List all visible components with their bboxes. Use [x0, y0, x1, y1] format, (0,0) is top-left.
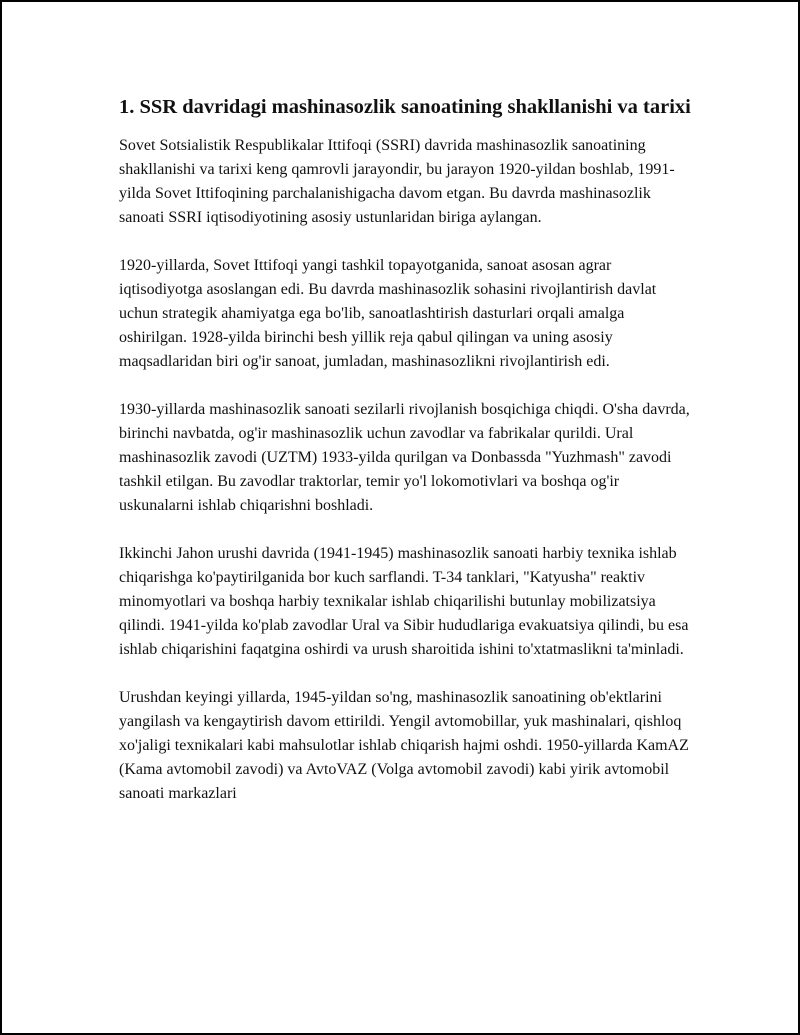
paragraph-3: 1930-yillarda mashinasozlik sanoati sezilarli rivojlanish bosqichiga chiqdi. O'sha davrda, birinchi navbatda, og'ir mashinasozlik uchun zavodlar va fabrikalar qurildi. Ural mashinasozlik zavodi (UZTM) 1933-yilda qurilgan va Donbassda "Yuzhmash" zavodi tashkil etilgan. Bu zavodlar traktorlar, temir yo'l lokomotivlari va boshqa og'ir uskunalarni ishlab chiqarishni boshladi.: [119, 401, 690, 514]
paragraph-2: 1920-yillarda, Sovet Ittifoqi yangi tashkil topayotganida, sanoat asosan agrar iqtisodiyotga asoslangan edi. Bu davrda mashinasozlik sohasini rivojlantirish davlat uchun strategik ahamiyatga ega bo'lib, sanoatlashtirish dasturlari orqali amalga oshirilgan. 1928-yilda birinchi besh yillik reja qabul qilingan va uning asosiy maqsadlaridan biri og'ir sanoat, jumladan, mashinasozlikni rivojlantirish edi.: [119, 257, 657, 370]
document-body: [119, 94, 691, 806]
paragraph-1: Sovet Sotsialistik Respublikalar Ittifoqi (SSRI) davrida mashinasozlik sanoatining shakllanishi va tarixi keng qamrovli jarayondir, bu jarayon 1920-yildan boshlab, 1991-yilda Sovet Ittifoqining parchalanishigacha davom etgan. Bu davrda mashinasozlik sanoati SSRI iqtisodiyotining asosiy ustunlaridan biriga aylangan.: [119, 137, 675, 226]
paragraph-4: Ikkinchi Jahon urushi davrida (1941-1945) mashinasozlik sanoati harbiy texnika ishlab chiqarishga ko'paytirilganida bor kuch sarflandi. T-34 tanklari, "Katyusha" reaktiv minomyotlari va boshqa harbiy texnikalar ishlab chiqarilishi butunlay mobilizatsiya qilindi. 1941-yilda ko'plab zavodlar Ural va Sibir hududlariga evakuatsiya qilindi, bu esa ishlab chiqarishini faqatgina oshirdi va urush sharoitida ishini to'xtatmaslikni ta'minladi.: [119, 545, 689, 658]
paragraph-5: Urushdan keyingi yillarda, 1945-yildan so'ng, mashinasozlik sanoatining ob'ektlarini yangilash va kengaytirish davom ettirildi. Yengil avtomobillar, yuk mashinalari, qishloq xo'jaligi texnikalari kabi mahsulotlar ishlab chiqarish hajmi oshdi. 1950-yillarda KamAZ (Kama avtomobil zavodi) va AvtoVAZ (Volga avtomobil zavodi) kabi yirik avtomobil sanoati markazlari: [119, 689, 689, 802]
section-title: 1. SSR davridagi mashinasozlik sanoatining shakllanishi va tarixi: [119, 96, 691, 118]
